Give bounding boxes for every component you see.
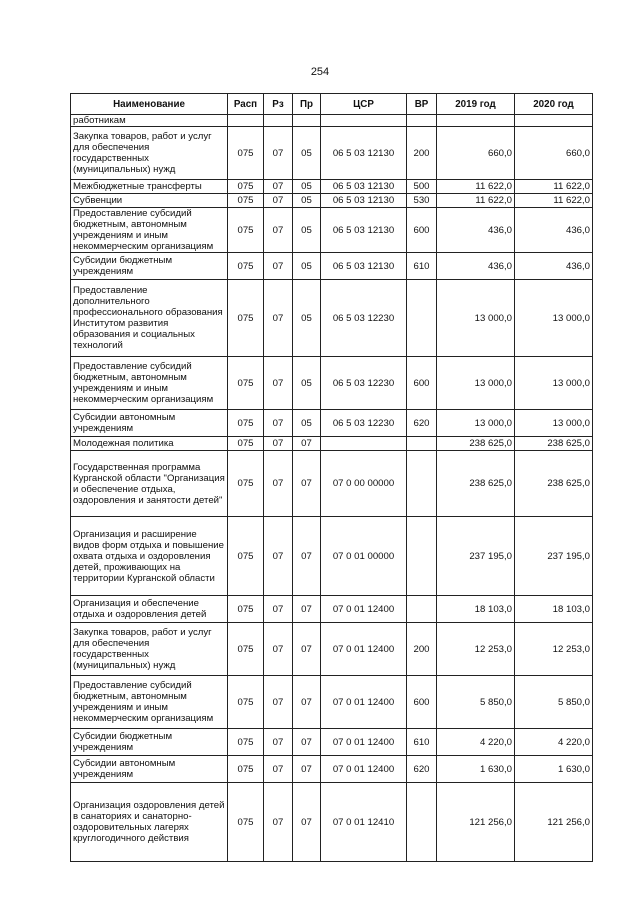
cell-2019: 237 195,0: [437, 517, 515, 596]
table-row: [71, 623, 593, 676]
cell-rz: [264, 115, 293, 127]
cell-2019: 12 253,0: [437, 623, 515, 676]
cell-vr: [407, 517, 437, 596]
table-row: [71, 357, 593, 410]
cell-rz: 07: [264, 623, 293, 676]
header-row: [71, 94, 593, 115]
table-row: [71, 280, 593, 357]
cell-rasp: 075: [228, 623, 264, 676]
cell-rasp: 075: [228, 127, 264, 180]
cell-vr: [407, 280, 437, 357]
cell-csr: 06 5 03 12130: [321, 194, 407, 208]
cell-rasp: 075: [228, 756, 264, 783]
cell-csr: 07 0 01 12400: [321, 623, 407, 676]
cell-name: Предоставление субсидий бюджетным, автономным учреждениям и иным некоммерческим организациям: [71, 676, 228, 729]
table-row: [71, 437, 593, 451]
cell-csr: 06 5 03 12230: [321, 410, 407, 437]
cell-name: Организация оздоровления детей в санаториях и санаторно-оздоровительных лагерях круглогодичного действия: [71, 783, 228, 862]
cell-name: Закупка товаров, работ и услуг для обеспечения государственных (муниципальных) нужд: [71, 623, 228, 676]
cell-pr: 07: [293, 451, 321, 517]
col-header-vr: ВР: [407, 94, 437, 115]
cell-csr: 06 5 03 12230: [321, 357, 407, 410]
col-header-csr: ЦСР: [321, 94, 407, 115]
cell-csr: 06 5 03 12130: [321, 253, 407, 280]
cell-rasp: 075: [228, 517, 264, 596]
table-row: [71, 756, 593, 783]
cell-pr: 07: [293, 517, 321, 596]
cell-2019: 11 622,0: [437, 180, 515, 194]
cell-2020: 11 622,0: [515, 180, 593, 194]
table-row: [71, 115, 593, 127]
table-row: [71, 180, 593, 194]
cell-2020: 121 256,0: [515, 783, 593, 862]
table-body: [71, 115, 593, 862]
cell-name: Молодежная политика: [71, 437, 228, 451]
cell-rz: 07: [264, 451, 293, 517]
col-header-rasp: Расп: [228, 94, 264, 115]
cell-pr: 05: [293, 357, 321, 410]
cell-2019: 13 000,0: [437, 280, 515, 357]
cell-2019: 11 622,0: [437, 194, 515, 208]
cell-rz: 07: [264, 596, 293, 623]
cell-2019: 660,0: [437, 127, 515, 180]
cell-vr: 530: [407, 194, 437, 208]
cell-csr: 06 5 03 12130: [321, 208, 407, 253]
cell-2020: 5 850,0: [515, 676, 593, 729]
table-row: [71, 410, 593, 437]
cell-pr: 05: [293, 194, 321, 208]
cell-rz: 07: [264, 517, 293, 596]
cell-2020: 238 625,0: [515, 451, 593, 517]
cell-vr: 200: [407, 623, 437, 676]
cell-2020: 436,0: [515, 253, 593, 280]
col-header-2020: 2020 год: [515, 94, 593, 115]
cell-rz: 07: [264, 253, 293, 280]
cell-2019: 13 000,0: [437, 410, 515, 437]
cell-vr: 610: [407, 729, 437, 756]
cell-2020: 238 625,0: [515, 437, 593, 451]
cell-rz: 07: [264, 280, 293, 357]
cell-name: Предоставление дополнительного профессионального образования Институтом развития образования и социальных технологий: [71, 280, 228, 357]
cell-name: Субсидии автономным учреждениям: [71, 410, 228, 437]
cell-rasp: 075: [228, 410, 264, 437]
cell-csr: 07 0 01 12400: [321, 756, 407, 783]
cell-rasp: 075: [228, 180, 264, 194]
cell-csr: 07 0 01 12400: [321, 596, 407, 623]
cell-2019: 4 220,0: [437, 729, 515, 756]
cell-2020: 237 195,0: [515, 517, 593, 596]
cell-vr: 600: [407, 357, 437, 410]
cell-rz: 07: [264, 208, 293, 253]
cell-rz: 07: [264, 783, 293, 862]
cell-name: Закупка товаров, работ и услуг для обеспечения государственных (муниципальных) нужд: [71, 127, 228, 180]
cell-rz: 07: [264, 127, 293, 180]
col-header-pr: Пр: [293, 94, 321, 115]
cell-pr: 07: [293, 756, 321, 783]
table-row: [71, 517, 593, 596]
cell-pr: 07: [293, 783, 321, 862]
cell-csr: 06 5 03 12130: [321, 180, 407, 194]
table-row: [71, 208, 593, 253]
cell-rz: 07: [264, 180, 293, 194]
cell-csr: [321, 437, 407, 451]
cell-pr: 07: [293, 729, 321, 756]
cell-csr: 06 5 03 12130: [321, 127, 407, 180]
cell-name: Организация и расширение видов форм отдыха и повышение охвата отдыха и оздоровления детей, проживающих на территории Курганской области: [71, 517, 228, 596]
cell-rasp: 075: [228, 451, 264, 517]
cell-name: Субвенции: [71, 194, 228, 208]
cell-2019: 13 000,0: [437, 357, 515, 410]
cell-2019: 18 103,0: [437, 596, 515, 623]
cell-rz: 07: [264, 357, 293, 410]
cell-pr: 05: [293, 127, 321, 180]
cell-csr: 07 0 01 12410: [321, 783, 407, 862]
table-row: [71, 729, 593, 756]
cell-2019: 238 625,0: [437, 437, 515, 451]
table-row: [71, 676, 593, 729]
table-header: [71, 94, 593, 115]
cell-name: Субсидии бюджетным учреждениям: [71, 729, 228, 756]
cell-rasp: [228, 115, 264, 127]
cell-name: Государственная программа Курганской области "Организация и обеспечение отдыха, оздоровления и занятости детей": [71, 451, 228, 517]
cell-rasp: 075: [228, 280, 264, 357]
cell-rz: 07: [264, 194, 293, 208]
cell-pr: 05: [293, 253, 321, 280]
cell-vr: 620: [407, 410, 437, 437]
cell-vr: 620: [407, 756, 437, 783]
cell-vr: [407, 783, 437, 862]
table-row: [71, 596, 593, 623]
cell-vr: 600: [407, 676, 437, 729]
cell-vr: [407, 596, 437, 623]
cell-rasp: 075: [228, 194, 264, 208]
cell-vr: 610: [407, 253, 437, 280]
cell-2019: [437, 115, 515, 127]
cell-pr: 05: [293, 410, 321, 437]
cell-name: Субсидии автономным учреждениям: [71, 756, 228, 783]
cell-pr: 05: [293, 280, 321, 357]
cell-2020: [515, 115, 593, 127]
page-number: 254: [310, 66, 330, 78]
budget-table: [70, 93, 593, 862]
cell-csr: 07 0 01 12400: [321, 676, 407, 729]
cell-2020: 18 103,0: [515, 596, 593, 623]
cell-pr: [293, 115, 321, 127]
col-header-name: Наименование: [71, 94, 228, 115]
table-row: [71, 451, 593, 517]
cell-name: Субсидии бюджетным учреждениям: [71, 253, 228, 280]
cell-name: Предоставление субсидий бюджетным, автономным учреждениям и иным некоммерческим организациям: [71, 357, 228, 410]
cell-pr: 05: [293, 208, 321, 253]
cell-rasp: 075: [228, 676, 264, 729]
cell-pr: 07: [293, 437, 321, 451]
table-row: [71, 127, 593, 180]
cell-name: Предоставление субсидий бюджетным, автономным учреждениям и иным некоммерческим организациям: [71, 208, 228, 253]
cell-name: работникам: [71, 115, 228, 127]
cell-csr: [321, 115, 407, 127]
cell-pr: 07: [293, 623, 321, 676]
cell-vr: 500: [407, 180, 437, 194]
cell-rz: 07: [264, 437, 293, 451]
cell-2019: 238 625,0: [437, 451, 515, 517]
cell-pr: 07: [293, 676, 321, 729]
cell-rasp: 075: [228, 596, 264, 623]
cell-2020: 1 630,0: [515, 756, 593, 783]
cell-csr: 07 0 01 12400: [321, 729, 407, 756]
cell-2019: 5 850,0: [437, 676, 515, 729]
cell-2019: 436,0: [437, 253, 515, 280]
col-header-2019: 2019 год: [437, 94, 515, 115]
cell-2019: 121 256,0: [437, 783, 515, 862]
cell-rz: 07: [264, 756, 293, 783]
table-row: [71, 253, 593, 280]
cell-rasp: 075: [228, 357, 264, 410]
cell-pr: 05: [293, 180, 321, 194]
cell-rasp: 075: [228, 253, 264, 280]
cell-rasp: 075: [228, 437, 264, 451]
cell-csr: 07 0 01 00000: [321, 517, 407, 596]
cell-csr: 07 0 00 00000: [321, 451, 407, 517]
cell-2019: 436,0: [437, 208, 515, 253]
cell-rz: 07: [264, 410, 293, 437]
cell-vr: [407, 451, 437, 517]
cell-name: Межбюджетные трансферты: [71, 180, 228, 194]
cell-vr: [407, 437, 437, 451]
cell-2020: 436,0: [515, 208, 593, 253]
table-row: [71, 194, 593, 208]
cell-2020: 13 000,0: [515, 357, 593, 410]
cell-pr: 07: [293, 596, 321, 623]
cell-2020: 4 220,0: [515, 729, 593, 756]
cell-rasp: 075: [228, 729, 264, 756]
cell-vr: [407, 115, 437, 127]
cell-2020: 11 622,0: [515, 194, 593, 208]
cell-vr: 200: [407, 127, 437, 180]
cell-rasp: 075: [228, 783, 264, 862]
cell-2020: 13 000,0: [515, 410, 593, 437]
cell-name: Организация и обеспечение отдыха и оздоровления детей: [71, 596, 228, 623]
cell-rz: 07: [264, 729, 293, 756]
col-header-rz: Рз: [264, 94, 293, 115]
cell-rasp: 075: [228, 208, 264, 253]
cell-2020: 12 253,0: [515, 623, 593, 676]
cell-csr: 06 5 03 12230: [321, 280, 407, 357]
cell-2020: 660,0: [515, 127, 593, 180]
cell-rz: 07: [264, 676, 293, 729]
cell-2020: 13 000,0: [515, 280, 593, 357]
cell-2019: 1 630,0: [437, 756, 515, 783]
cell-vr: 600: [407, 208, 437, 253]
table-row: [71, 783, 593, 862]
